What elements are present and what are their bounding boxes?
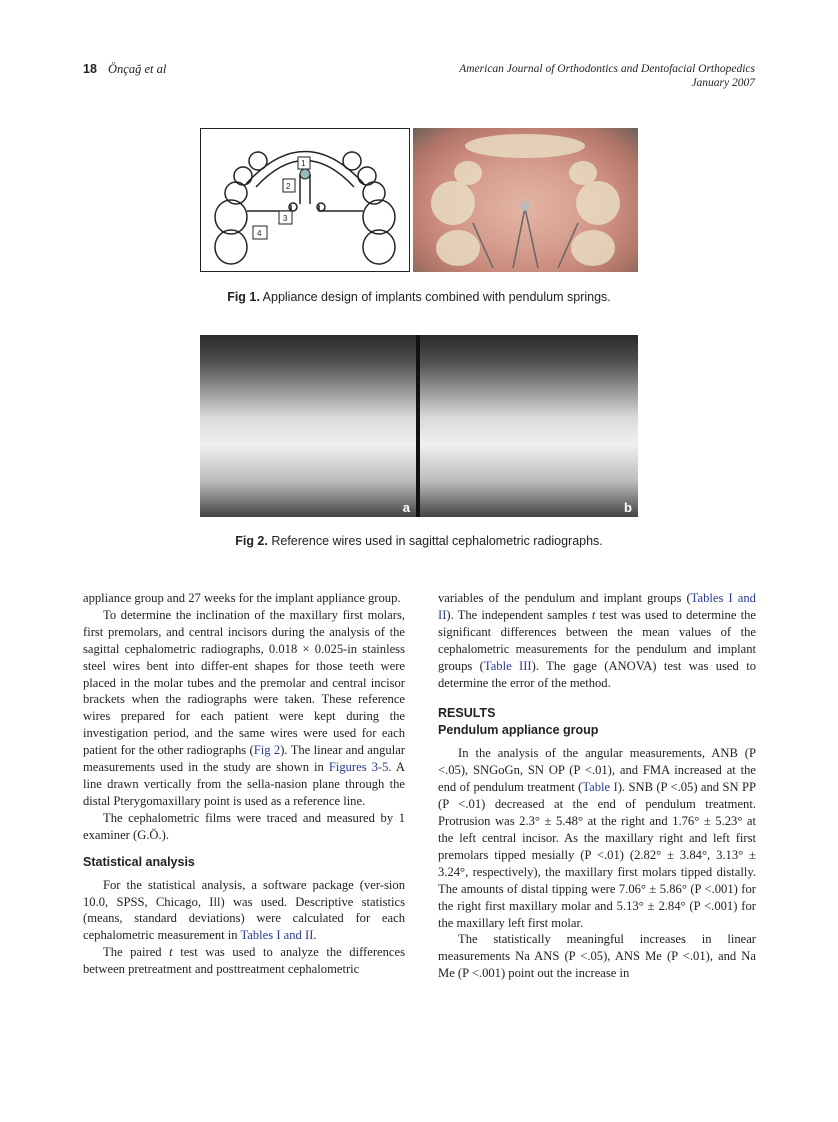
running-header-left [83, 62, 166, 77]
paragraph: The paired t test was used to analyze the differences between pretreatment and posttreatment cephalometric [83, 945, 406, 977]
figure-2-label: Fig 2. [235, 534, 268, 548]
paragraph: The cephalometric films were traced and measured by 1 examiner (G.Ö.). [83, 810, 405, 842]
figure-2-caption [0, 534, 838, 548]
fig-2-link[interactable]: Fig 2 [253, 743, 281, 758]
paragraph: variables of the pendulum and implant groups (Tables I and II). The independent samples t test was used to determine the significant differences between the mean values of the cephalometric measurements for the pendulum and implant groups (Table III). The gage (ANOVA) test was used to determine the error of the method. [438, 591, 757, 690]
running-header-right [459, 62, 755, 90]
paragraph: The statistically meaningful increases in linear measurements Na ANS (P <.05), ANS Me (P <.01), and Na Me (P <.001) point out the increase in [438, 932, 756, 981]
running-authors: Önçağ et al [108, 62, 167, 76]
appliance-diagram [200, 128, 410, 272]
issue-date: January 2007 [691, 77, 755, 89]
paragraph: appliance group and 27 weeks for the implant appliance group. [83, 591, 401, 605]
table-iii-link[interactable]: Table III [483, 658, 532, 673]
figure-1-caption-text: Appliance design of implants combined with pendulum springs. [262, 290, 611, 304]
figure-2-caption-text: Reference wires used in sagittal cephalometric radiographs. [271, 534, 603, 548]
intraoral-photo-drawing [413, 128, 638, 272]
page-number: 18 [83, 62, 97, 76]
journal-name: American Journal of Orthodontics and Dentofacial Orthopedics [459, 63, 755, 75]
paragraph: To determine the inclination of the maxillary first molars, first premolars, and central incisors during the analysis of the sagittal cephalometric radiographs, 0.018 × 0.025-in stainless steel wires bent into differ-ent shapes for those teeth were placed in the molar tubes and the premolar and central incisor brackets when the radiographs were taken. These reference wires prepared for each patient were kept during the investigation period, and the same wires were used for each patient for the other radiographs (Fig 2). The linear and angular measurements used in the study are shown in Figures 3-5. A line drawn vertically from the sella-nasion plane through the distal Pterygomaxillary point is used as a reference line. [83, 607, 405, 808]
diagram-label-4: 4 [257, 229, 262, 238]
figure-1-label: Fig 1. [227, 290, 260, 304]
figure-1 [200, 128, 638, 272]
section-heading-results: RESULTS [438, 706, 496, 721]
panel-label-b: b [624, 500, 632, 515]
figures-3-5-link[interactable]: Figures 3-5 [328, 760, 389, 775]
dental-model-photo-a [200, 335, 416, 517]
paragraph: For the statistical analysis, a software package (ver-sion 10.0, SPSS, Chicago, Ill) was used. Descriptive statistics (means, standard deviations) were calculated for each cephalometric measurement in Tables I and II. [83, 877, 405, 943]
right-column [438, 590, 756, 982]
tables-link[interactable]: Tables I and II [438, 591, 756, 622]
figure-1-caption [0, 290, 838, 304]
tables-link[interactable]: Tables I and II [240, 928, 314, 943]
dental-model-photo-b [420, 335, 638, 517]
panel-label-a: a [402, 500, 410, 515]
left-column [83, 590, 405, 978]
table-i-link[interactable]: Table I [582, 780, 618, 795]
paragraph: In the analysis of the angular measurements, ANB (P <.05), SNGoGn, SN OP (P <.01), and FMA increased at the end of pendulum treatment (Table I). SNB (P <.05) and SN PP (P <.01) decreased at the end of pendulum treatment. Protrusion was 2.3° ± 5.48° at the right and 1.76° ± 5.23° at the left central incisor. As the maxillary right and left first premolars tipped mesially (P <.01) (2.82° ± 3.84°, 3.13° ± 3.24°, respectively), the maxillary first molars tipped distally. The amounts of distal tipping were 7.06° ± 5.86° (P <.001) for the right first maxillary molar and 5.13° ± 2.84° (P <.001) for the maxillary left first molar. [438, 746, 756, 930]
dental-arch-drawing [201, 129, 409, 271]
figure-2 [200, 335, 638, 517]
section-heading-statistical-analysis: Statistical analysis [83, 854, 195, 869]
diagram-label-3: 3 [283, 214, 288, 223]
diagram-label-1: 1 [301, 159, 306, 168]
subsection-heading-pendulum: Pendulum appliance group [438, 723, 599, 738]
intraoral-photo [413, 128, 638, 272]
diagram-label-2: 2 [286, 182, 291, 191]
